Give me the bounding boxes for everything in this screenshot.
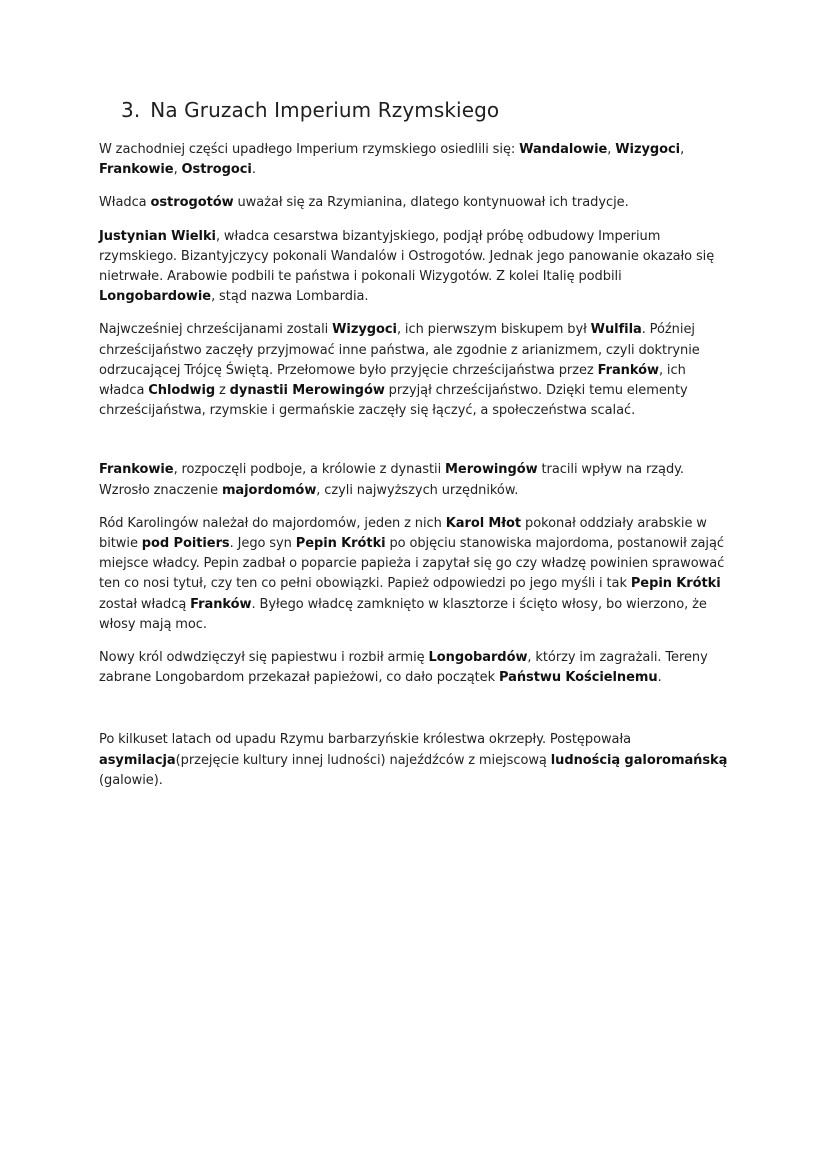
bold-term: Franków: [597, 362, 659, 378]
text-run: z: [215, 383, 230, 399]
paragraph-christianity: [99, 320, 728, 421]
paragraph-franks-conquests: [99, 460, 728, 500]
text-run: Najwcześniej chrześcijanami zostali: [99, 322, 333, 338]
spacer: [99, 434, 728, 460]
bold-term: Wizygoci: [332, 322, 397, 338]
paragraph-justinian: [99, 227, 728, 308]
section-number: 3.: [121, 98, 141, 122]
text-run: po objęciu stanowiska majordoma, postanowił zająć miejsce władcy. Pepin zadbał o poparcie papieża i zapytał się go czy władzę powinien sprawować ten co nosi tytuł, czy ten co pełni obowiązki. Papież odpowiedzi po jego myśli i tak: [99, 536, 725, 592]
paragraph-carolingians: [99, 514, 728, 635]
bold-term: Frankowie: [99, 162, 174, 178]
text-run: , ich władca: [99, 362, 686, 399]
text-run: , stąd nazwa Lombardia.: [211, 289, 369, 305]
bold-term: Państwu Kościelnemu: [498, 670, 658, 686]
text-run: .: [657, 670, 662, 686]
bold-term: Chlodwig: [148, 383, 216, 399]
text-run: (przejęcie kultury innej ludności) najeźdźców z miejscową: [175, 752, 551, 768]
bold-term: majordomów: [221, 482, 317, 498]
text-run: . Później chrześcijaństwo zaczęły przyjmować inne państwa, ale zgodnie z arianizmem, czyli doktrynie odrzucającej Trójcę Świętą. Przełomowe było przyjęcie chrześcijaństwa przez: [99, 322, 700, 378]
bold-term: Longobardów: [428, 650, 528, 666]
text-run: . Byłego władcę zamknięto w klasztorze i ścięto włosy, bo wierzono, że włosy mają moc.: [99, 596, 707, 632]
bold-term: ostrogotów: [150, 195, 234, 211]
text-run: , czyli najwyższych urzędników.: [316, 482, 519, 498]
bold-term: Merowingów: [445, 462, 538, 478]
text-run: , władca cesarstwa bizantyjskiego, podjął próbę odbudowy Imperium rzymskiego. Bizantyjczycy pokonali Wandalów i Ostrogotów. Jednak jego panowanie okazało się nietrwałe. Arabowie podbili te państwa i pokonali Wizygotów. Z kolei Italię podbili: [99, 228, 715, 285]
bold-term: Franków: [190, 596, 252, 612]
text-run: tracili wpływ na rządy. Wzrosło znaczenie: [99, 462, 685, 498]
bold-term: Justynian Wielki: [99, 228, 216, 244]
bold-term: Ostrogoci: [181, 162, 252, 178]
bold-term: asymilacja: [99, 752, 176, 768]
text-run: został władcą: [99, 596, 191, 612]
bold-term: Pepin Krótki: [295, 536, 386, 552]
spacer: [99, 701, 728, 730]
text-run: , ich pierwszym biskupem był: [396, 322, 591, 338]
text-run: W zachodniej części upadłego Imperium rzymskiego osiedlili się:: [99, 142, 520, 157]
text-run: ,: [607, 142, 616, 157]
section-heading: [121, 98, 728, 122]
bold-term: Wulfila: [590, 322, 642, 338]
paragraph-settlers: [99, 140, 728, 180]
bold-term: Pepin Krótki: [630, 576, 721, 592]
paragraph-assimilation: [99, 730, 728, 791]
text-run: , rozpoczęli podboje, a królowie z dynastii: [173, 462, 446, 478]
text-run: przyjął chrześcijaństwo. Dzięki temu elementy chrześcijaństwa, rzymskie i germańskie zaczęły się łączyć, a społeczeństwa scalać.: [99, 383, 688, 419]
bold-term: Frankowie: [99, 462, 174, 478]
paragraph-ostrogoth-ruler: [99, 193, 728, 213]
text-run: uważał się za Rzymianina, dlatego kontynuował ich tradycje.: [233, 195, 629, 211]
text-run: , którzy im zagrażali. Tereny zabrane Longobardom przekazał papieżowi, co dało początek: [99, 650, 708, 686]
text-run: Nowy król odwdzięczył się papiestwu i rozbił armię: [99, 650, 429, 666]
text-run: pokonał oddziały arabskie w bitwie: [99, 515, 707, 552]
text-run: ,: [680, 142, 685, 157]
bold-term: Wandalowie: [519, 142, 608, 157]
text-run: Władca: [99, 195, 151, 211]
bold-term: dynastii Merowingów: [229, 383, 385, 399]
bold-term: Longobardowie: [99, 289, 212, 305]
text-run: (galowie).: [99, 772, 163, 788]
text-run: . Jego syn: [229, 536, 296, 552]
text-run: ,: [173, 162, 182, 178]
bold-term: ludnością galoromańską: [550, 752, 728, 768]
paragraph-papal-state: [99, 648, 728, 688]
section-title: Na Gruzach Imperium Rzymskiego: [150, 98, 500, 122]
text-run: .: [251, 162, 256, 178]
bold-term: Karol Młot: [445, 515, 522, 531]
text-run: Po kilkuset latach od upadu Rzymu barbarzyńskie królestwa okrzepły. Postępowała: [99, 732, 632, 748]
bold-term: Wizygoci: [615, 142, 681, 157]
text-run: Ród Karolingów należał do majordomów, jeden z nich: [99, 515, 446, 531]
bold-term: pod Poitiers: [141, 536, 230, 552]
